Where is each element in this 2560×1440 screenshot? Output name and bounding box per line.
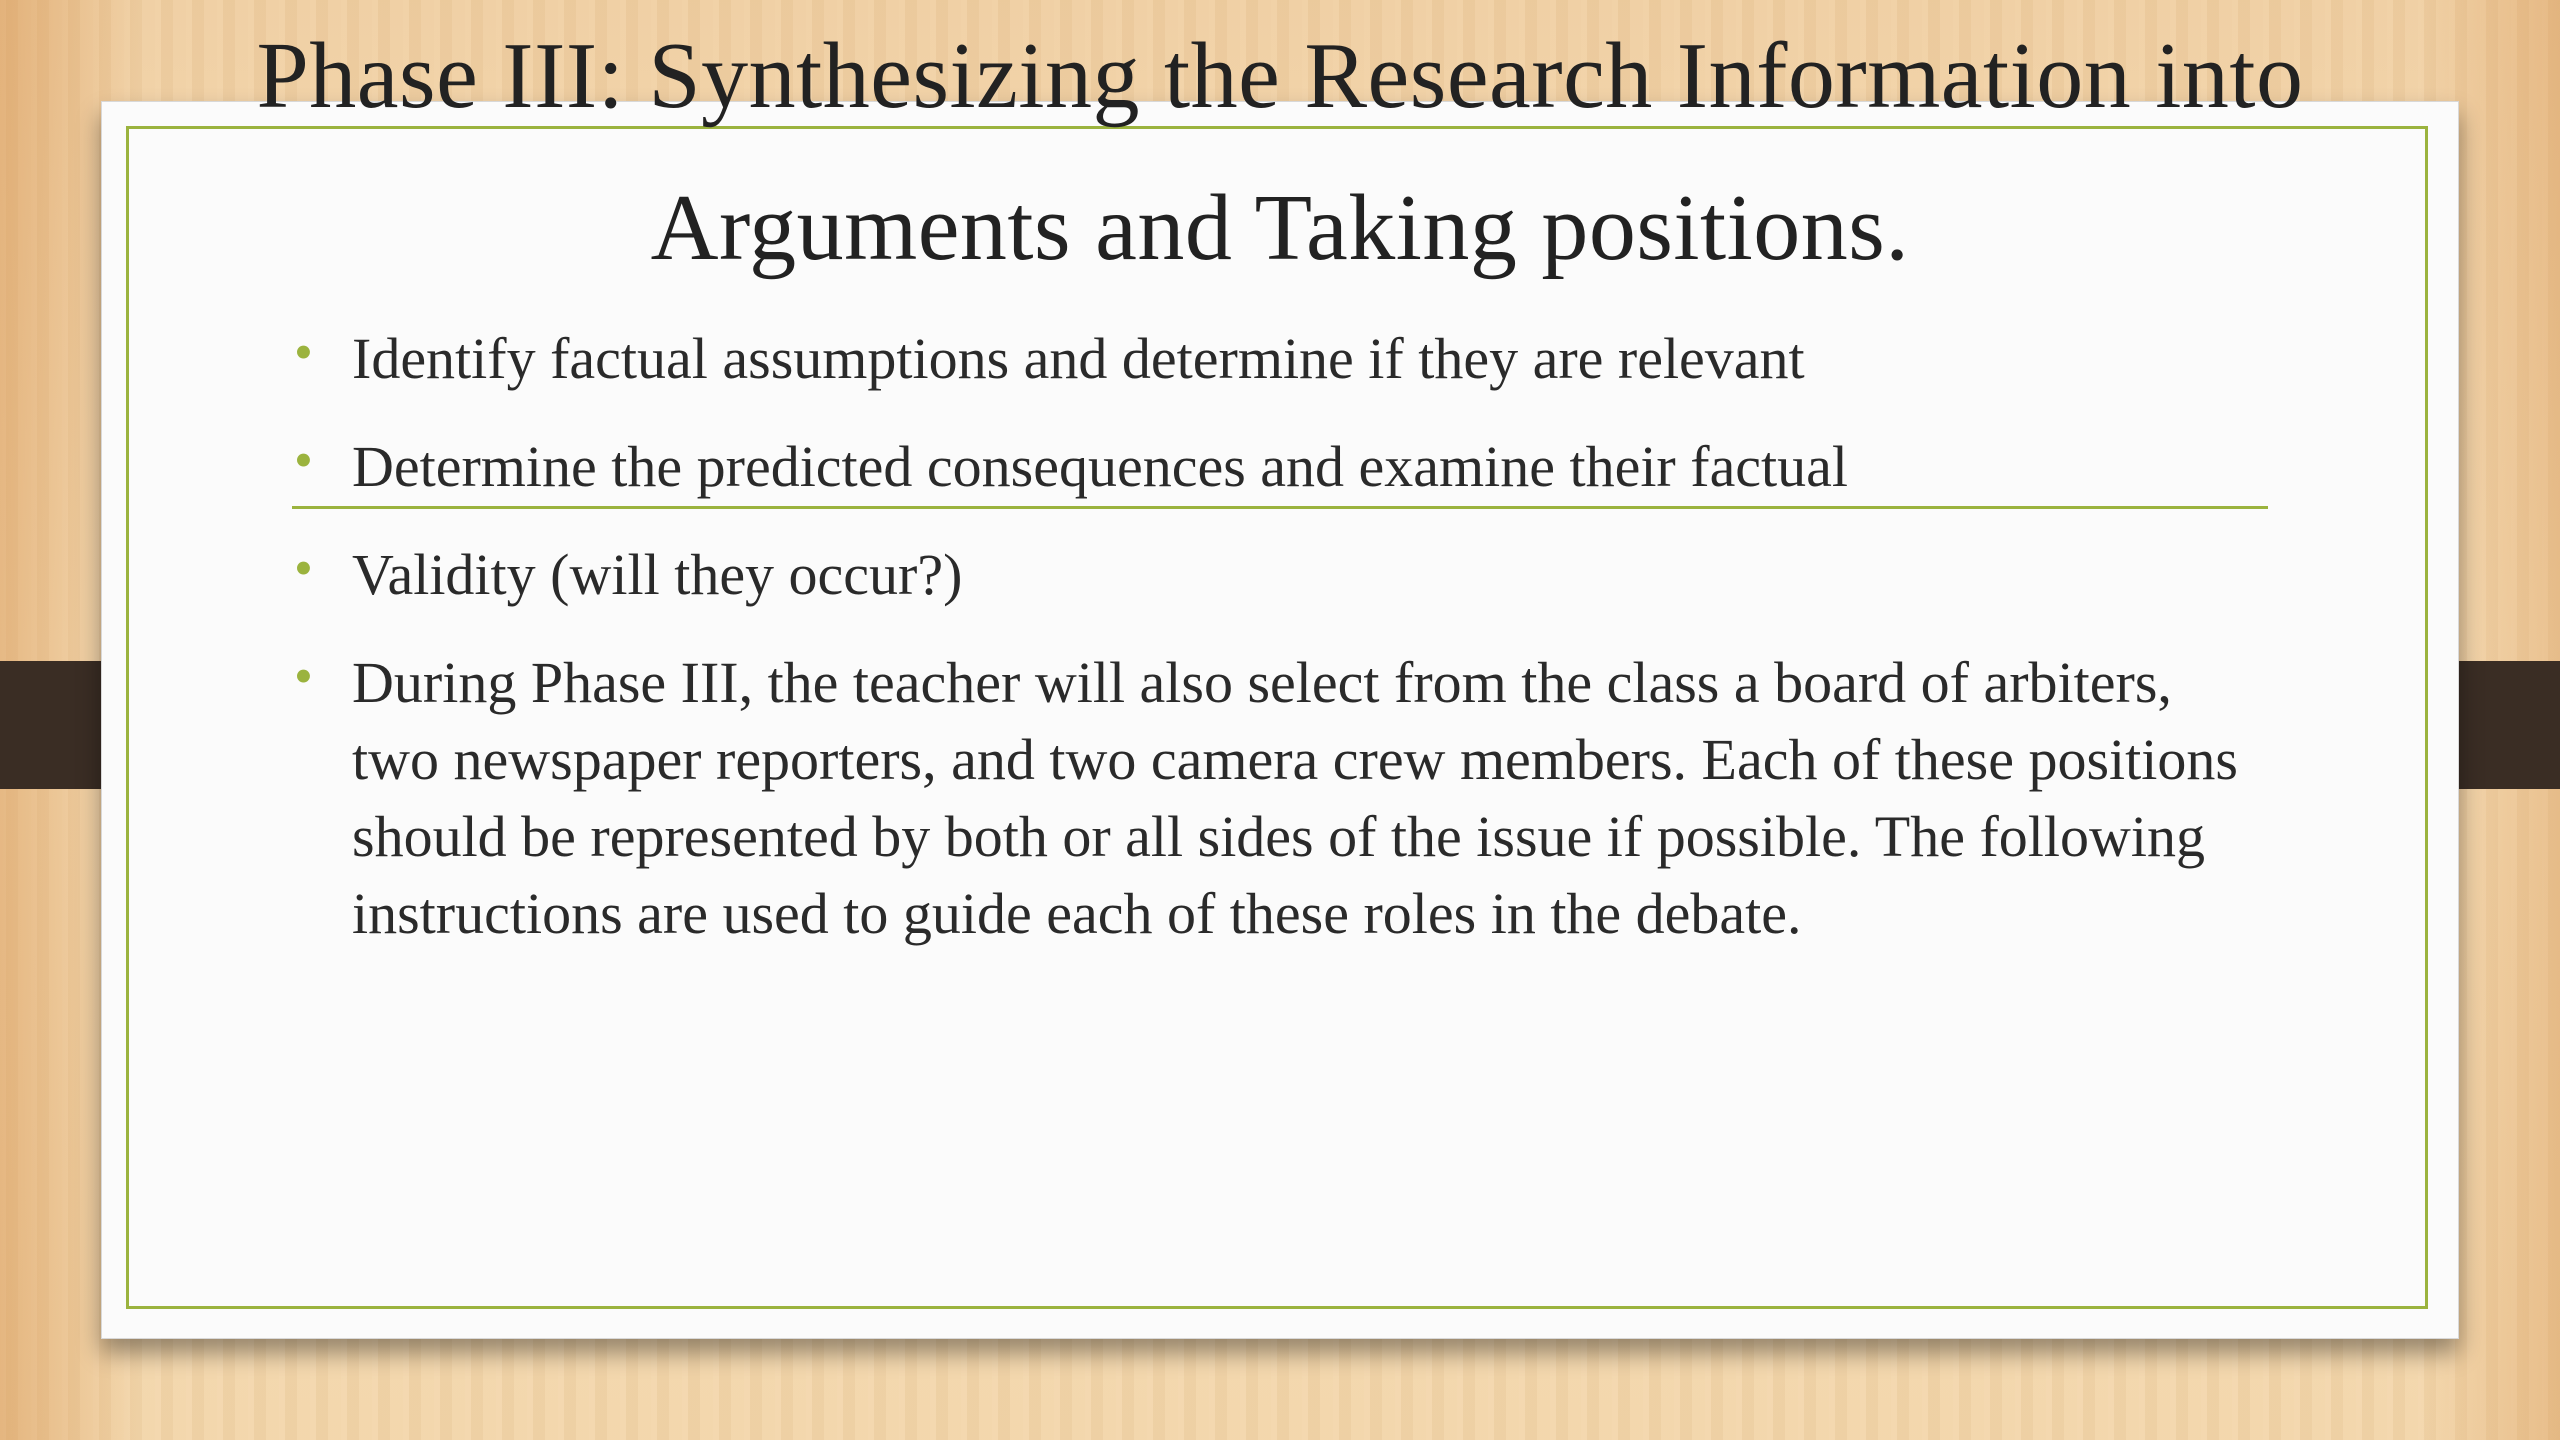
- bullet-icon: •: [294, 322, 313, 382]
- slide-title-line-2: Arguments and Taking positions.: [650, 176, 1910, 280]
- bullet-icon: •: [294, 538, 313, 598]
- slide-title-line-1: Phase III: Synthesizing the Research Information into: [256, 24, 2304, 128]
- bullet-text: Determine the predicted consequences and examine their factual: [352, 434, 1849, 499]
- bullet-text: During Phase III, the teacher will also select from the class a board of arbiters, two newspaper reporters, and two camera crew members. Each of these positions should be represented by both or all sides of the issue if possible. The following instructions are used to guide each of these roles in the debate.: [352, 650, 2238, 946]
- bullet-text: Validity (will they occur?): [352, 542, 963, 607]
- bullet-list: [290, 320, 2260, 983]
- slide-title: [120, 0, 2440, 304]
- bullet-item-phase-iii-roles: [290, 644, 2260, 952]
- bullet-item-assumptions: [290, 320, 2260, 397]
- bullet-icon: •: [294, 646, 313, 706]
- bullet-icon: •: [294, 430, 313, 490]
- bullet-item-consequences: [290, 428, 2260, 505]
- bullet-text: Identify factual assumptions and determine if they are relevant: [352, 326, 1805, 391]
- bullet-item-validity: [290, 536, 2260, 613]
